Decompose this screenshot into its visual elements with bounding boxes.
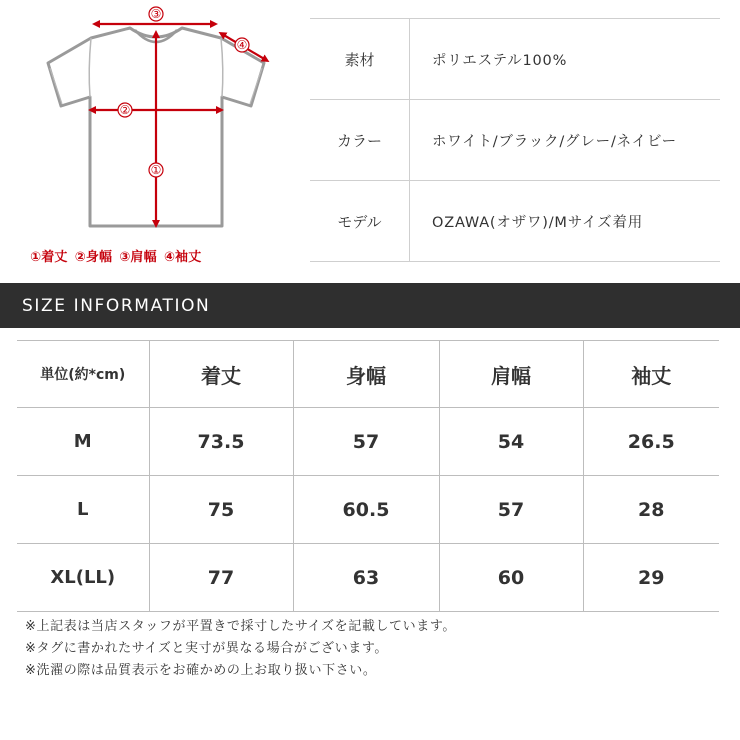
legend-sleeve: ④袖丈 bbox=[163, 250, 202, 265]
header-length: 着丈 bbox=[149, 341, 293, 408]
section-title: SIZE INFORMATION bbox=[22, 295, 211, 316]
table-cell: 60.5 bbox=[293, 476, 439, 544]
spec-row-material bbox=[310, 18, 720, 99]
table-row bbox=[17, 476, 719, 544]
spec-label: モデル bbox=[310, 181, 410, 261]
marker-length: ① bbox=[150, 163, 162, 177]
header-unit: 単位(約*cm) bbox=[17, 341, 149, 408]
header-body-width: 身幅 bbox=[293, 341, 439, 408]
table-cell: 75 bbox=[149, 476, 293, 544]
notes bbox=[25, 616, 456, 682]
size-table-header bbox=[17, 341, 719, 408]
size-table bbox=[17, 340, 719, 612]
marker-sleeve: ④ bbox=[236, 38, 248, 52]
legend-body-width: ②身幅 bbox=[74, 250, 113, 265]
size-label: XL(LL) bbox=[17, 544, 149, 612]
size-label: L bbox=[17, 476, 149, 544]
table-cell: 60 bbox=[439, 544, 583, 612]
table-cell: 26.5 bbox=[583, 408, 719, 476]
marker-shoulder: ③ bbox=[150, 7, 162, 21]
table-cell: 57 bbox=[439, 476, 583, 544]
spec-value: OZAWA(オザワ)/Mサイズ着用 bbox=[432, 214, 644, 231]
spec-label: 素材 bbox=[310, 19, 410, 99]
spec-label: カラー bbox=[310, 100, 410, 180]
table-cell: 28 bbox=[583, 476, 719, 544]
section-header bbox=[0, 283, 740, 328]
header-sleeve: 袖丈 bbox=[583, 341, 719, 408]
spec-value: ホワイト/ブラック/グレー/ネイビー bbox=[432, 133, 677, 150]
spec-value: ポリエステル100% bbox=[432, 52, 568, 69]
size-label: M bbox=[17, 408, 149, 476]
table-cell: 73.5 bbox=[149, 408, 293, 476]
note-line: ※洗濯の際は品質表示をお確かめの上お取り扱い下さい。 bbox=[25, 663, 377, 678]
legend-shoulder: ③肩幅 bbox=[119, 250, 157, 265]
table-cell: 77 bbox=[149, 544, 293, 612]
note-line: ※上記表は当店スタッフが平置きで採寸したサイズを記載しています。 bbox=[25, 619, 457, 634]
marker-body: ② bbox=[119, 103, 131, 117]
note-line: ※タグに書かれたサイズと実寸が異なる場合がございます。 bbox=[25, 641, 389, 656]
measurement-legend bbox=[30, 246, 290, 265]
table-cell: 29 bbox=[583, 544, 719, 612]
spec-table bbox=[310, 18, 720, 262]
table-cell: 63 bbox=[293, 544, 439, 612]
spec-row-model bbox=[310, 180, 720, 262]
table-cell: 54 bbox=[439, 408, 583, 476]
table-row bbox=[17, 544, 719, 612]
spec-row-color bbox=[310, 99, 720, 180]
tshirt-diagram bbox=[0, 0, 290, 275]
table-cell: 57 bbox=[293, 408, 439, 476]
header-shoulder: 肩幅 bbox=[439, 341, 583, 408]
legend-length: ①着丈 bbox=[30, 250, 68, 265]
table-row bbox=[17, 408, 719, 476]
